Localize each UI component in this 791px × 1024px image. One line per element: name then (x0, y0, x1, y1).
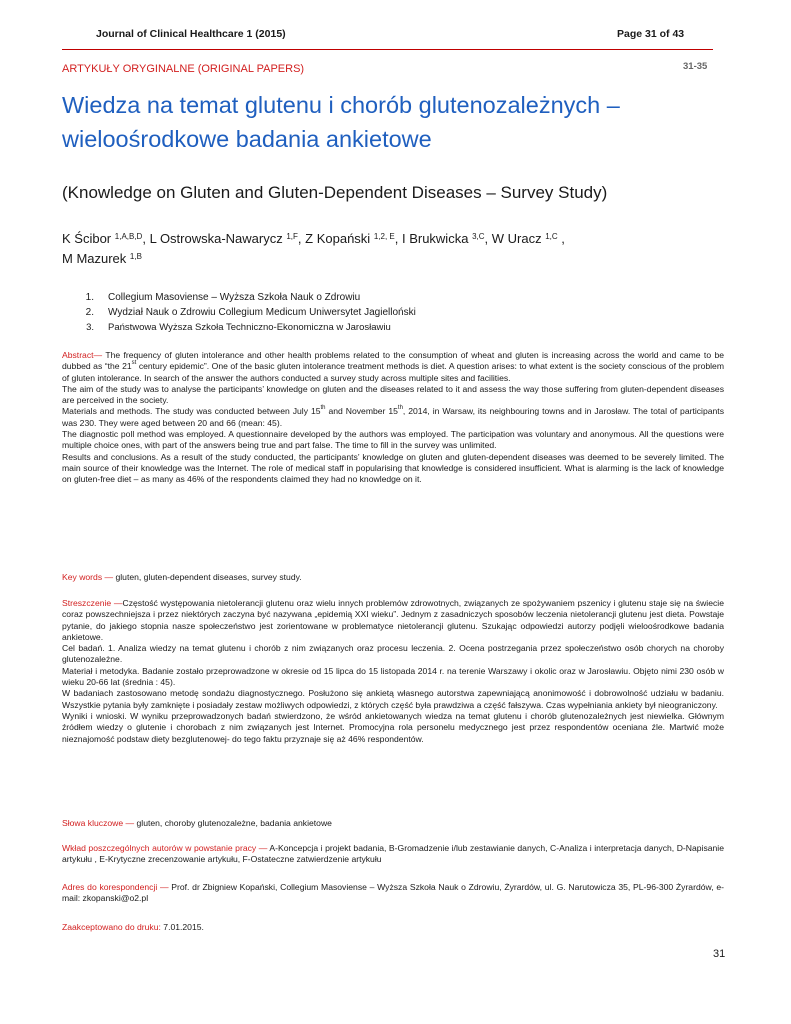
page-number: 31 (713, 948, 726, 960)
zaakceptowano-text: 7.01.2015. (160, 922, 204, 932)
wklad-text: A-Koncepcja i projekt badania, B-Gromadzenie i/lub zestawianie danych, C-Analiza i interpretacja danych, D-Napisanie artykułu , E-Krytyczne zrecenzowanie artykułu, F-Ostateczne zatwierdzenie artykułu (62, 843, 724, 865)
author-contributions-section (62, 843, 724, 866)
author-separator: , (557, 231, 565, 246)
affiliation-number: 1. (85, 292, 94, 303)
abstract-label: Abstract— (62, 350, 103, 360)
streszczenie-label: Streszczenie — (62, 598, 123, 608)
author-name: Z Kopański (305, 231, 371, 246)
author-affiliation-sup: 3,C (472, 232, 485, 241)
streszczenie-paragraph: Cel badań. 1. Analiza wiedzy na temat glutenu i chorób z nim związanych oraz procesu leczenia. 2. Ocena postrzegania przez społeczeństwo osób chorych na choroby glutenozależne. (62, 643, 724, 665)
streszczenie-paragraph: W badaniach zastosowano metodę sondażu diagnostycznego. Posłużono się ankietą własnego autorstwa zapewniającą anonimowość i dobrowolność udziału w badaniu. Wszystkie pytania były zamknięte i posiadały zestaw możliwych odpowiedzi, z których część była prawdziwa a część fałszywa. Czas wypełniania ankiety był nieograniczony. (62, 688, 724, 710)
author-affiliation-sup: 1,2, E (373, 232, 395, 241)
wklad-label: Wkład poszczególnych autorów w powstanie pracy — (62, 843, 268, 853)
streszczenie-section (62, 598, 724, 745)
affiliation-item (62, 305, 662, 320)
adres-text: Prof. dr Zbigniew Kopański, Collegium Masoviense – Wyższa Szkoła Nauk o Zdrowiu, Żyrardów, ul. G. Narutowicza 35, PL-96-300 Żyrardów, e-mail: zkopanski@o2.pl (62, 882, 724, 904)
abstract-paragraph: The aim of the study was to analyse the participants’ knowledge on gluten and the diseases related to it and assess the way those suffering from gluten-dependent diseases are perceived in the society. (62, 383, 724, 406)
affiliation-text: Państwowa Wyższa Szkoła Techniczno-Ekonomiczna w Jarosławiu (108, 322, 391, 333)
header-divider (62, 49, 713, 50)
correspondence-section (62, 882, 724, 905)
author-affiliation-sup: 1,C (545, 232, 558, 241)
author-affiliation-sup: 1,F (286, 232, 298, 241)
slowa-text: gluten, choroby glutenozależne, badania ankietowe (134, 818, 332, 828)
keywords-text: gluten, gluten-dependent diseases, survey study. (113, 572, 302, 582)
author-name: M Mazurek (62, 251, 127, 266)
abstract-paragraph: Abstract— The frequency of gluten intolerance and other health problems related to the consumption of wheat and gluten is increasing across the world and came to be dubbed as “the 21st century epidemic”. One of the basic gluten intolerance treatment methods is diet. A question arises: to what extent is the society conscious of the problem of gluten intolerance. In search of the answer the authors conducted a survey study across multiple sites and facilities. (62, 350, 724, 383)
affiliation-text: Wydział Nauk o Zdrowiu Collegium Medicum Uniwersytet Jagielloński (108, 307, 416, 318)
section-label: ARTYKUŁY ORYGINALNE (ORIGINAL PAPERS) (62, 63, 305, 75)
keywords-label: Key words — (62, 572, 114, 582)
author-name: I Brukwicka (401, 231, 469, 246)
authors-list (62, 229, 722, 269)
title-line-2: wieloośrodkowe badania ankietowe (62, 126, 432, 152)
page-indicator: Page 31 of 43 (617, 28, 685, 40)
keywords-section (62, 572, 724, 583)
author-name: W Uracz (491, 231, 542, 246)
author-affiliation-sup: 1,B (129, 252, 142, 261)
affiliation-text: Collegium Masoviense – Wyższa Szkoła Nauk o Zdrowiu (108, 292, 361, 303)
author-separator: , (297, 231, 306, 246)
author-separator: , (484, 231, 492, 246)
affiliation-number: 3. (86, 322, 94, 333)
abstract-section (62, 350, 724, 486)
author-separator: , (142, 231, 150, 246)
pages-range: 31-35 (683, 61, 708, 72)
article-subtitle: (Knowledge on Gluten and Gluten-Dependent Diseases – Survey Study) (62, 183, 608, 202)
streszczenie-paragraph: Streszczenie —Częstość występowania nietolerancji glutenu oraz wielu innych problemów zdrowotnych, związanych ze spożywaniem pszenicy i glutenu staje się na świecie coraz powszechniejsza i przez niektórych zaczyna być nazywana „epidemią XXI wieku”. Jednym z zasadniczych sposobów leczenia nietolerancji glutenu jest dieta. Powstaje pytanie, do jakiego stopnia nasze społeczeństwo jest zorientowane w problematyce nietolerancji glutenu. Szukając odpowiedzi autorzy podjęli wieloośrodkowe badania ankietowe. (62, 598, 724, 642)
author-affiliation-sup: 1,A,B,D (114, 232, 143, 241)
affiliations-list (62, 290, 662, 335)
adres-label: Adres do korespondencji — (62, 882, 169, 892)
zaakceptowano-label: Zaakceptowano do druku: (62, 922, 161, 932)
abstract-paragraph: Materials and methods. The study was conducted between July 15th and November 15th, 2014, in Warsaw, its neighbouring towns and in Jarosław. The total of participants was 230. They were aged between 20 and 66 (mean: 45). (62, 405, 724, 428)
streszczenie-paragraph: Wyniki i wnioski. W wyniku przeprowadzonych badań stwierdzono, że wśród ankietowanych wiedza na temat glutenu i chorób glutenozależnych jest niewielka. Głównym źródłem wiedzy o glutenie i chorobach z nim związanych jest Internet. Promocyjna rola personelu medycznego jest przez respondentów oceniana źle. Martwić może nieznajomość podstaw diety bezglutenowej- do tego faktu przyznaje się aż 46% respondentów. (62, 710, 724, 744)
accepted-section (62, 922, 724, 933)
abstract-paragraph: The diagnostic poll method was employed. A questionnaire developed by the authors was employed. The participation was voluntary and anonymous. All the questions were multiple choice ones, with part of the answers being true and part false. The time to fill in the survey was unlimited. (62, 429, 724, 451)
streszczenie-paragraph: Materiał i metodyka. Badanie zostało przeprowadzone w okresie od 15 lipca do 15 listopada 2014 r. na terenie Warszawy i okolic oraz w Jarosławiu. Objęto nimi 230 osób w wieku 20-66 lat (średnia : 45). (62, 665, 724, 688)
affiliation-item (62, 320, 662, 335)
author-separator: , (394, 231, 402, 246)
author-name: L Ostrowska-Nawarycz (149, 231, 283, 246)
slowa-label: Słowa kluczowe — (62, 818, 135, 828)
author-name: K Ścibor (62, 231, 112, 246)
article-title (62, 88, 722, 156)
affiliation-item (62, 290, 662, 305)
affiliation-number: 2. (85, 307, 94, 318)
abstract-paragraph: Results and conclusions. As a result of the study conducted, the participants’ knowledge on gluten and gluten-dependent diseases was deemed to be severely limited. The main source of their knowledge was the Internet. The role of medical staff in popularising that knowledge is considered insufficient. What is alarming is the lack of knowledge on gluten-free diet – as many as 46% of the respondents claimed they had no knowledge on it. (62, 451, 724, 485)
title-line-1: Wiedza na temat glutenu i chorób glutenozależnych – (62, 92, 620, 118)
journal-header: Journal of Clinical Healthcare 1 (2015) (96, 28, 286, 40)
slowa-kluczowe-section (62, 818, 724, 829)
